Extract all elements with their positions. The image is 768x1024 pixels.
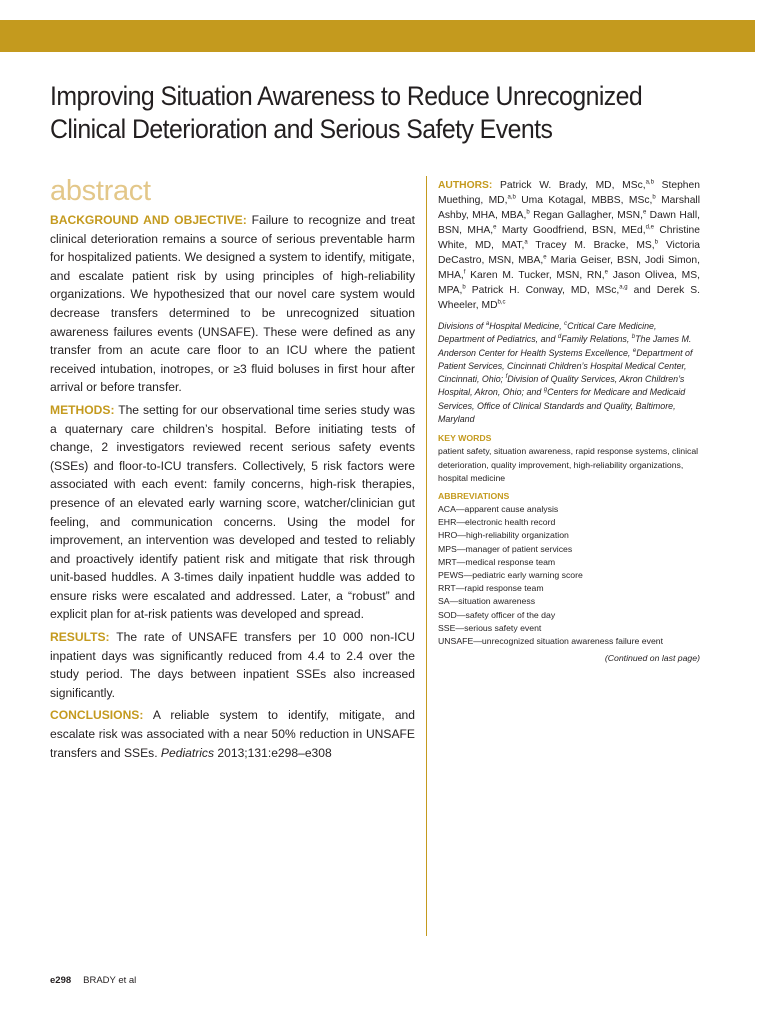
methods-text: The setting for our observational time series study was a quaternary care children’s hospital. Before initiating tests of change, 2 investigators reviewed recent serious safety events (SSEs) and floor-to-ICU transfers. Collectively, 5 risk factors were associated with each event: family concerns, high-risk therapies, presence of an elevated early warning score, watcher/clinician gut feeling, and communication concerns. Using the model for improvement, an intervention was developed and tested to reliably and proactively identify patient risk and mitigate that risk through unit-based huddles. A 3-times daily inpatient huddle was added to ensure risks were escalated and addressed. Later, a “robust” and explicit plan for at-risk patients was developed and spread. bbox=[50, 402, 415, 622]
abbreviation-item: SSE—serious safety event bbox=[438, 622, 542, 633]
abstract-body bbox=[50, 211, 415, 766]
affiliation-mark: c bbox=[564, 321, 568, 328]
abbreviation-item: UNSAFE—unrecognized situation awareness failure event bbox=[438, 636, 664, 647]
citation-journal: Pediatrics bbox=[160, 745, 215, 760]
article-title bbox=[50, 80, 694, 146]
affiliation-text: Department of Patient Services, Cincinnati Children’s Hospital Medical Center, Cincinnati, Ohio; bbox=[438, 347, 693, 385]
header-color-band bbox=[0, 20, 755, 52]
author-affiliation-mark: a,b bbox=[507, 194, 516, 201]
author-affiliation-mark: b bbox=[652, 194, 656, 201]
author-affiliation-mark: e bbox=[493, 224, 497, 231]
citation-rest: 2013;131:e298–e308 bbox=[214, 745, 332, 760]
continued-note: (Continued on last page) bbox=[604, 653, 700, 664]
affiliation-mark: b bbox=[631, 334, 636, 341]
abbreviation-item: HRO—high-reliability organization bbox=[438, 530, 569, 541]
author-affiliation-mark: e bbox=[604, 269, 608, 276]
author-affiliation-mark: d,e bbox=[645, 224, 654, 231]
results-label: RESULTS: bbox=[50, 630, 110, 645]
affiliation-text: Division of Quality Services, Akron Children’s Hospital, Akron, Ohio; and bbox=[438, 374, 685, 398]
column-divider bbox=[426, 176, 427, 936]
author-affiliation-mark: b,c bbox=[497, 299, 506, 306]
author-name: Karen M. Tucker, MSN, RN, bbox=[465, 270, 605, 281]
author-name: Regan Gallagher, MSN, bbox=[529, 210, 643, 221]
affiliation-text: Centers for Medicare and Medicaid Services, Office of Clinical Standards and Quality, Baltimore, Maryland bbox=[438, 387, 686, 425]
affiliation-text: Critical Care Medicine, Department of Pediatrics, and bbox=[438, 321, 657, 345]
author-affiliation-mark: a,g bbox=[619, 284, 628, 291]
affiliation-mark: f bbox=[505, 374, 508, 381]
author-name: Stephen Muething, MD, bbox=[438, 180, 700, 206]
author-name: Marshall Ashby, MHA, MBA, bbox=[438, 195, 700, 221]
affiliation-mark: g bbox=[543, 387, 548, 394]
author-name: Jason Olivea, MS, MPA, bbox=[438, 270, 700, 296]
abbreviation-item: PEWS—pediatric early warning score bbox=[438, 570, 583, 580]
affiliation-text: Divisions of bbox=[438, 321, 486, 331]
methods-paragraph bbox=[50, 401, 415, 624]
abbreviation-item: SA—situation awareness bbox=[438, 596, 536, 607]
affiliations bbox=[438, 320, 700, 426]
author-name: Dawn Hall, BSN, MHA, bbox=[438, 210, 700, 236]
keywords-label: KEY WORDS bbox=[438, 433, 492, 444]
page-footer bbox=[50, 975, 136, 986]
author-affiliation-mark: e bbox=[642, 209, 647, 216]
abbreviation-item: RRT—rapid response team bbox=[438, 583, 544, 594]
author-affiliation-mark: e bbox=[543, 254, 547, 261]
page-number: e298 bbox=[50, 975, 72, 986]
running-head: BRADY et al bbox=[83, 975, 137, 986]
author-name: Marty Goodfriend, BSN, MEd, bbox=[496, 225, 646, 236]
abstract-heading: abstract bbox=[50, 175, 151, 207]
conclusions-label: CONCLUSIONS: bbox=[50, 708, 144, 723]
author-name: Christine White, MD, MAT, bbox=[438, 225, 700, 251]
author-name: Patrick W. Brady, MD, MSc, bbox=[492, 180, 646, 191]
abbreviation-item: MRT—medical response team bbox=[438, 556, 556, 567]
affiliation-mark: a bbox=[485, 321, 490, 328]
authors-block bbox=[438, 178, 700, 313]
results-text: The rate of UNSAFE transfers per 10 000 non-ICU inpatient days was significantly reduced from 4.4 to 2.4 over the study period. The days between inpatient SSEs also increased significantly. bbox=[50, 630, 415, 700]
affiliation-mark: d bbox=[557, 334, 562, 341]
author-affiliation-mark: b bbox=[462, 284, 466, 291]
affiliation-text: The James M. Anderson Center for Health Systems Excellence, bbox=[438, 334, 692, 358]
author-name: and Derek S. Wheeler, MD bbox=[438, 285, 700, 311]
article-sidebar bbox=[438, 178, 700, 663]
abbreviation-item: MPS—manager of patient services bbox=[438, 543, 573, 554]
abbreviation-item: ACA—apparent cause analysis bbox=[438, 503, 559, 514]
authors-list bbox=[438, 180, 700, 311]
abbreviation-item: SOD—safety officer of the day bbox=[438, 609, 556, 620]
author-affiliation-mark: b bbox=[526, 209, 530, 216]
results-paragraph bbox=[50, 628, 415, 702]
affiliation-mark: e bbox=[632, 347, 637, 354]
affiliation-text: Hospital Medicine, bbox=[489, 321, 565, 331]
methods-label: METHODS: bbox=[50, 402, 115, 417]
author-name: Uma Kotagal, MBBS, MSc, bbox=[515, 195, 653, 206]
author-affiliation-mark: f bbox=[463, 269, 466, 276]
author-affiliation-mark: a,b bbox=[645, 179, 654, 186]
abbreviations-label: ABBREVIATIONS bbox=[438, 490, 510, 501]
author-name: Patrick H. Conway, MD, MSc, bbox=[465, 285, 620, 296]
keywords-text: patient safety, situation awareness, rapid response systems, clinical deterioration, quality improvement, high-reliability organizations, hospital medicine bbox=[438, 446, 699, 483]
background-paragraph bbox=[50, 211, 415, 397]
authors-label: AUTHORS: bbox=[438, 180, 493, 191]
author-name: Maria Geiser, BSN, Jodi Simon, MHA, bbox=[438, 255, 700, 281]
title-line-1: Improving Situation Awareness to Reduce Unrecognized bbox=[50, 81, 643, 111]
conclusions-paragraph bbox=[50, 706, 415, 762]
affiliation-text: Family Relations, bbox=[561, 334, 632, 345]
author-affiliation-mark: b bbox=[654, 239, 659, 246]
background-text: Failure to recognize and treat clinical deterioration remains a source of serious preventable harm for hospitalized patients. We designed a system to identify, mitigate, and escalate patient risk by using principles of high-reliability organizations. We hypothesized that our novel care system would decrease transfers determined to be unrecognized situation awareness failures events (UNSAFE). These were defined as any transfer from an acute care floor to an ICU where the patient received intubation, inotropes, or ≥3 fluid boluses in first hour after arrival or before transfer. bbox=[50, 213, 415, 395]
title-line-2: Clinical Deterioration and Serious Safety Events bbox=[50, 114, 553, 144]
author-name: Tracey M. Bracke, MS, bbox=[527, 240, 655, 251]
background-label: BACKGROUND AND OBJECTIVE: bbox=[50, 213, 247, 227]
conclusions-text: A reliable system to identify, mitigate, and escalate risk was associated with a near 50% reduction in UNSAFE transfers and SSEs. bbox=[50, 708, 415, 760]
abbreviations-list bbox=[438, 503, 700, 648]
author-affiliation-mark: a bbox=[524, 239, 528, 246]
abbreviation-item: EHR—electronic health record bbox=[438, 517, 556, 528]
author-name: Victoria DeCastro, MSN, MBA, bbox=[438, 240, 701, 266]
